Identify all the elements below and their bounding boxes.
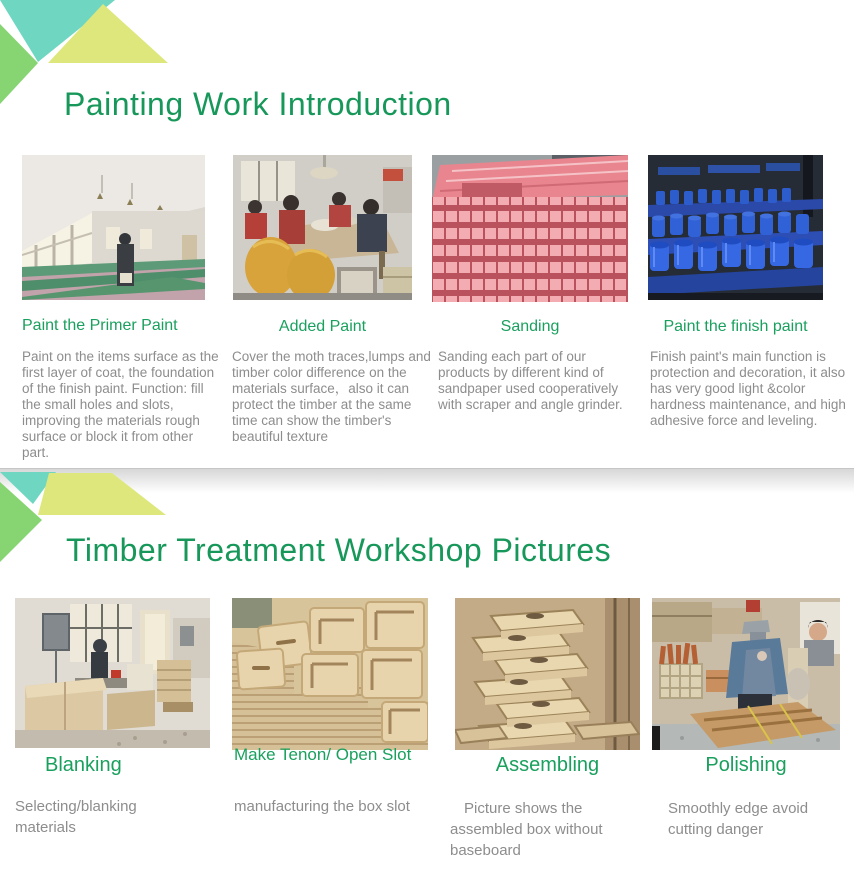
description-polishing: Smoothly edge avoid cutting danger: [668, 800, 809, 838]
green-triangle-icon: [0, 482, 42, 562]
caption-sanding: Sanding: [500, 318, 560, 335]
photo-pink-timber-stack: [432, 155, 628, 302]
caption-make-tenon: Make Tenon/ Open Slot: [234, 745, 412, 764]
lime-triangle-icon: [48, 4, 168, 63]
description-assembling: Picture shows the assembled box without baseboard: [450, 800, 603, 859]
description-make-tenon: manufacturing the box slot: [234, 798, 410, 815]
green-triangle-icon: [0, 24, 38, 104]
caption-polishing: Polishing: [705, 754, 787, 776]
description-paint-finish: Finish paint's main function is protection and decoration, it also has very good light &color hardness maintenance, and high adhesive force and leveling.: [650, 349, 846, 428]
caption-blanking: Blanking: [45, 754, 122, 776]
photo-painting-workshop-hall: [22, 155, 205, 300]
page-title: Timber Treatment Workshop Pictures: [66, 532, 612, 568]
description-added-paint: Cover the moth traces,lumps and timber color difference on the materials surface，also it can protect the timber at the same time can show the timber's beautiful texture: [232, 349, 431, 444]
description-blanking: Selecting/blanking materials: [15, 798, 137, 836]
photo-polishing-worker: [652, 598, 840, 750]
description-sanding: Sanding each part of our products by different kind of sandpaper used cooperatively with scraper and angle grinder.: [438, 349, 623, 412]
photo-assembled-tray-stack: [455, 598, 640, 750]
section-timber-treatment-workshop: [0, 468, 854, 872]
page-title: Painting Work Introduction: [64, 86, 452, 122]
slide-divider: [0, 468, 854, 493]
caption-assembling: Assembling: [495, 754, 600, 776]
caption-paint-finish: Paint the finish paint: [663, 318, 808, 335]
photo-blanking-workshop: [15, 598, 210, 748]
description-paint-primer: Paint on the items surface as the first layer of coat, the foundation of the finish paint. Function: fill the small holes and slots, improving the materials rough surface or block it from other part.: [22, 349, 219, 460]
photo-slotted-boards-stack: [232, 598, 428, 750]
photo-workers-adding-paint: [233, 155, 412, 300]
teal-triangle-icon: [0, 0, 115, 62]
caption-paint-primer: Paint the Primer Paint: [22, 317, 178, 334]
caption-added-paint: Added Paint: [278, 318, 367, 335]
photo-blue-painted-parts: [648, 155, 823, 300]
